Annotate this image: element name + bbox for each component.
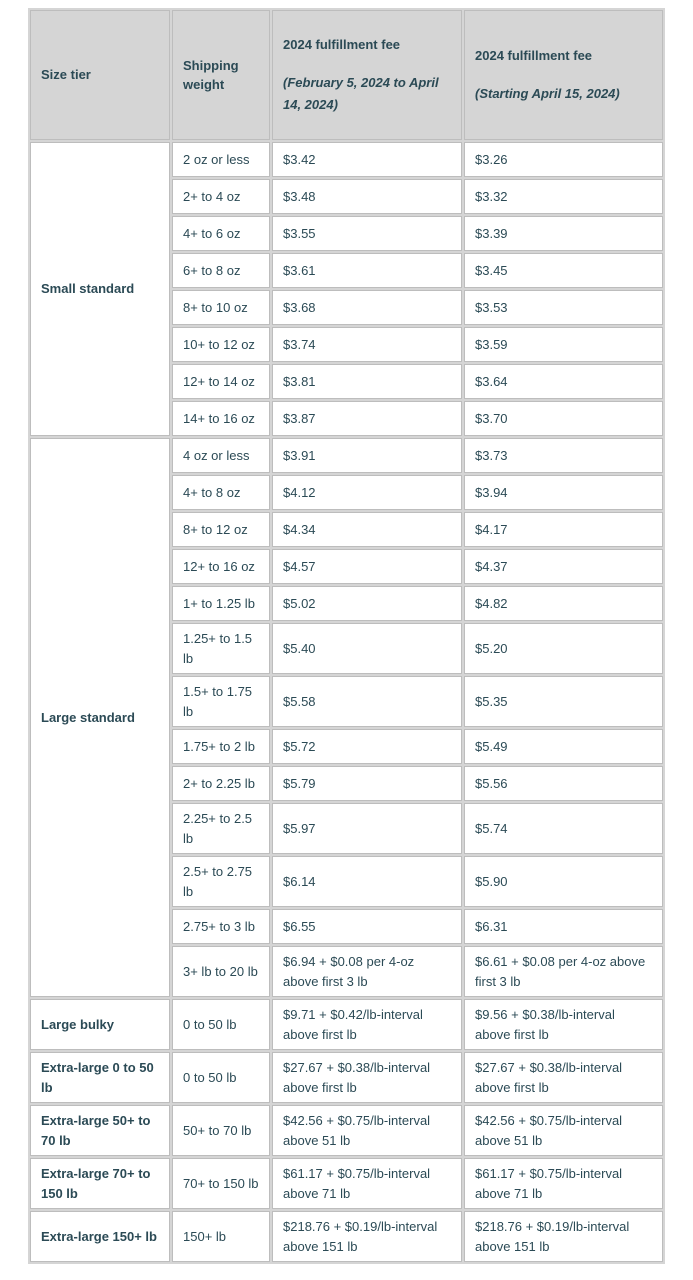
- shipping-weight-cell: 12+ to 16 oz: [172, 549, 270, 584]
- size-tier-cell: Large standard: [30, 438, 170, 997]
- fee-starting-apr-cell: $4.82: [464, 586, 663, 621]
- fee-starting-apr-cell: $5.56: [464, 766, 663, 801]
- shipping-weight-cell: 50+ to 70 lb: [172, 1105, 270, 1156]
- fee1-title: 2024 fulfillment fee: [283, 36, 401, 52]
- fee2-period: (Starting April 15, 2024): [475, 86, 620, 102]
- table-row: [30, 1105, 663, 1156]
- fee-feb-to-apr-cell: $3.61: [272, 253, 462, 288]
- fee-feb-to-apr-cell: $42.56 + $0.75/lb-interval above 51 lb: [272, 1105, 462, 1156]
- shipping-weight-cell: 1.5+ to 1.75 lb: [172, 676, 270, 727]
- fee-starting-apr-cell: $3.94: [464, 475, 663, 510]
- shipping-weight-cell: 8+ to 10 oz: [172, 290, 270, 325]
- fee-starting-apr-cell: $3.70: [464, 401, 663, 436]
- shipping-weight-cell: 14+ to 16 oz: [172, 401, 270, 436]
- fee-feb-to-apr-cell: $3.42: [272, 142, 462, 177]
- fee-starting-apr-cell: $61.17 + $0.75/lb-interval above 71 lb: [464, 1158, 663, 1209]
- shipping-weight-cell: 4+ to 6 oz: [172, 216, 270, 251]
- fee-feb-to-apr-cell: $5.02: [272, 586, 462, 621]
- fee-feb-to-apr-cell: $6.14: [272, 856, 462, 907]
- fee-feb-to-apr-cell: $9.71 + $0.42/lb-interval above first lb: [272, 999, 462, 1050]
- fee-feb-to-apr-cell: $4.34: [272, 512, 462, 547]
- fee-feb-to-apr-cell: $3.81: [272, 364, 462, 399]
- table-row: [30, 1158, 663, 1209]
- fee-starting-apr-cell: $3.45: [464, 253, 663, 288]
- fee-starting-apr-cell: $5.74: [464, 803, 663, 854]
- size-tier-cell: Extra-large 50+ to 70 lb: [30, 1105, 170, 1156]
- fee-feb-to-apr-cell: $5.72: [272, 729, 462, 764]
- table-row: [30, 1211, 663, 1262]
- fee-feb-to-apr-cell: $6.55: [272, 909, 462, 944]
- fee-feb-to-apr-cell: $218.76 + $0.19/lb-interval above 151 lb: [272, 1211, 462, 1262]
- fee-feb-to-apr-cell: $5.58: [272, 676, 462, 727]
- fee-starting-apr-cell: $3.53: [464, 290, 663, 325]
- shipping-weight-cell: 10+ to 12 oz: [172, 327, 270, 362]
- size-tier-cell: Extra-large 150+ lb: [30, 1211, 170, 1262]
- shipping-weight-cell: 4 oz or less: [172, 438, 270, 473]
- header-shipping-weight-label: Shipping weight: [183, 57, 239, 92]
- shipping-weight-cell: 2.75+ to 3 lb: [172, 909, 270, 944]
- fee1-period: (February 5, 2024 to April 14, 2024): [283, 75, 439, 112]
- size-tier-cell: Extra-large 0 to 50 lb: [30, 1052, 170, 1103]
- fee-feb-to-apr-cell: $6.94 + $0.08 per 4-oz above first 3 lb: [272, 946, 462, 997]
- header-row: [30, 10, 663, 140]
- shipping-weight-cell: 2.25+ to 2.5 lb: [172, 803, 270, 854]
- fee-starting-apr-cell: $3.64: [464, 364, 663, 399]
- fee2-title: 2024 fulfillment fee: [475, 47, 593, 63]
- fee-starting-apr-cell: $9.56 + $0.38/lb-interval above first lb: [464, 999, 663, 1050]
- size-tier-cell: Extra-large 70+ to 150 lb: [30, 1158, 170, 1209]
- fee-starting-apr-cell: $5.90: [464, 856, 663, 907]
- fee-starting-apr-cell: $3.26: [464, 142, 663, 177]
- fee-feb-to-apr-cell: $3.91: [272, 438, 462, 473]
- fee-feb-to-apr-cell: $27.67 + $0.38/lb-interval above first lb: [272, 1052, 462, 1103]
- fee-starting-apr-cell: $6.61 + $0.08 per 4-oz above first 3 lb: [464, 946, 663, 997]
- shipping-weight-cell: 2+ to 4 oz: [172, 179, 270, 214]
- table-row: [30, 999, 663, 1050]
- fee-starting-apr-cell: $3.32: [464, 179, 663, 214]
- shipping-weight-cell: 4+ to 8 oz: [172, 475, 270, 510]
- shipping-weight-cell: 1+ to 1.25 lb: [172, 586, 270, 621]
- fee-feb-to-apr-cell: $5.97: [272, 803, 462, 854]
- fee-feb-to-apr-cell: $3.68: [272, 290, 462, 325]
- size-tier-cell: Small standard: [30, 142, 170, 436]
- table-row: [30, 142, 663, 177]
- shipping-weight-cell: 12+ to 14 oz: [172, 364, 270, 399]
- fee-feb-to-apr-cell: $4.12: [272, 475, 462, 510]
- shipping-weight-cell: 1.75+ to 2 lb: [172, 729, 270, 764]
- fee-starting-apr-cell: $6.31: [464, 909, 663, 944]
- fee-starting-apr-cell: $27.67 + $0.38/lb-interval above first lb: [464, 1052, 663, 1103]
- table-row: [30, 1052, 663, 1103]
- shipping-weight-cell: 0 to 50 lb: [172, 1052, 270, 1103]
- shipping-weight-cell: 6+ to 8 oz: [172, 253, 270, 288]
- header-size-tier: [30, 10, 170, 140]
- shipping-weight-cell: 2.5+ to 2.75 lb: [172, 856, 270, 907]
- shipping-weight-cell: 3+ lb to 20 lb: [172, 946, 270, 997]
- fee-starting-apr-cell: $5.35: [464, 676, 663, 727]
- table-body: [30, 142, 663, 1262]
- shipping-weight-cell: 0 to 50 lb: [172, 999, 270, 1050]
- fee-feb-to-apr-cell: $3.87: [272, 401, 462, 436]
- size-tier-cell: Large bulky: [30, 999, 170, 1050]
- header-fee-starting-apr: [464, 10, 663, 140]
- shipping-weight-cell: 2 oz or less: [172, 142, 270, 177]
- fee-starting-apr-cell: $3.59: [464, 327, 663, 362]
- fee-feb-to-apr-cell: $5.79: [272, 766, 462, 801]
- fee-starting-apr-cell: $3.39: [464, 216, 663, 251]
- table-row: [30, 438, 663, 473]
- shipping-weight-cell: 1.25+ to 1.5 lb: [172, 623, 270, 674]
- fulfillment-fees-table: [28, 8, 665, 1264]
- fee-feb-to-apr-cell: $5.40: [272, 623, 462, 674]
- fee-starting-apr-cell: $218.76 + $0.19/lb-interval above 151 lb: [464, 1211, 663, 1262]
- header-fee-feb-to-apr: [272, 10, 462, 140]
- fee-feb-to-apr-cell: $3.74: [272, 327, 462, 362]
- fee-feb-to-apr-cell: $3.55: [272, 216, 462, 251]
- shipping-weight-cell: 150+ lb: [172, 1211, 270, 1262]
- shipping-weight-cell: 8+ to 12 oz: [172, 512, 270, 547]
- fee-starting-apr-cell: $5.20: [464, 623, 663, 674]
- fee-starting-apr-cell: $5.49: [464, 729, 663, 764]
- fee-starting-apr-cell: $42.56 + $0.75/lb-interval above 51 lb: [464, 1105, 663, 1156]
- header-shipping-weight: [172, 10, 270, 140]
- shipping-weight-cell: 2+ to 2.25 lb: [172, 766, 270, 801]
- fee-feb-to-apr-cell: $4.57: [272, 549, 462, 584]
- fee-feb-to-apr-cell: $3.48: [272, 179, 462, 214]
- fee-starting-apr-cell: $3.73: [464, 438, 663, 473]
- fee-feb-to-apr-cell: $61.17 + $0.75/lb-interval above 71 lb: [272, 1158, 462, 1209]
- header-size-tier-label: Size tier: [41, 67, 91, 83]
- fee-starting-apr-cell: $4.17: [464, 512, 663, 547]
- shipping-weight-cell: 70+ to 150 lb: [172, 1158, 270, 1209]
- fee-starting-apr-cell: $4.37: [464, 549, 663, 584]
